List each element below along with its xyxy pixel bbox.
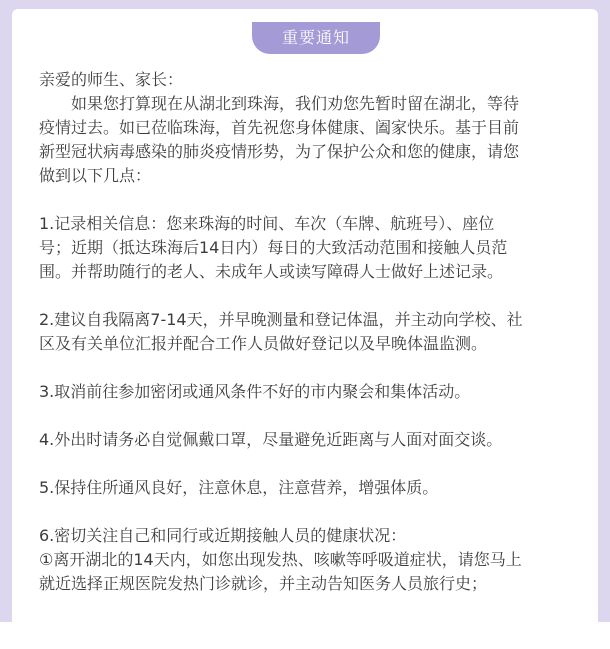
greeting: 亲爱的师生、家长： xyxy=(39,70,184,89)
item-line: 6.密切关注自己和同行或近期接触人员的健康状况： xyxy=(39,526,407,545)
intro-line: 做到以下几点： xyxy=(39,166,152,185)
item-line: 5.保持住所通风良好，注意休息，注意营养，增强体质。 xyxy=(39,478,439,497)
notice-body xyxy=(39,68,579,596)
intro-paragraph xyxy=(39,92,579,188)
item-line: ①离开湖北的14天内，如您出现发热、咳嗽等呼吸道症状，请您马上 xyxy=(39,550,522,569)
intro-line: 疫情过去。如已莅临珠海，首先祝您身体健康、阖家快乐。基于目前 xyxy=(39,118,520,137)
notice-title-tab: 重要通知 xyxy=(252,22,380,54)
item-2 xyxy=(39,308,579,356)
item-line: 3.取消前往参加密闭或通风条件不好的市内聚会和集体活动。 xyxy=(39,382,471,401)
item-line: 4.外出时请务必自觉佩戴口罩，尽量避免近距离与人面对面交谈。 xyxy=(39,430,503,449)
intro-line: 新型冠状病毒感染的肺炎疫情形势，为了保护公众和您的健康，请您 xyxy=(39,142,520,161)
item-line: 就近选择正规医院发热门诊就诊，并主动告知医务人员旅行史； xyxy=(39,574,488,593)
item-line: 号；近期（抵达珠海后14日内）每日的大致活动范围和接触人员范 xyxy=(39,238,508,257)
item-1 xyxy=(39,212,579,284)
item-6 xyxy=(39,524,579,596)
intro-line: 如果您打算现在从湖北到珠海，我们劝您先暂时留在湖北，等待 xyxy=(71,94,520,113)
item-line: 2.建议自我隔离7-14天，并早晚测量和登记体温，并主动向学校、社 xyxy=(39,310,523,329)
item-4 xyxy=(39,428,579,452)
item-5 xyxy=(39,476,579,500)
item-line: 区及有关单位汇报并配合工作人员做好登记以及早晚体温监测。 xyxy=(39,334,488,353)
item-line: 围。并帮助随行的老人、未成年人或读写障碍人士做好上述记录。 xyxy=(39,262,504,281)
item-3 xyxy=(39,380,579,404)
item-line: 1.记录相关信息：您来珠海的时间、车次（车牌、航班号）、座位 xyxy=(39,214,495,233)
